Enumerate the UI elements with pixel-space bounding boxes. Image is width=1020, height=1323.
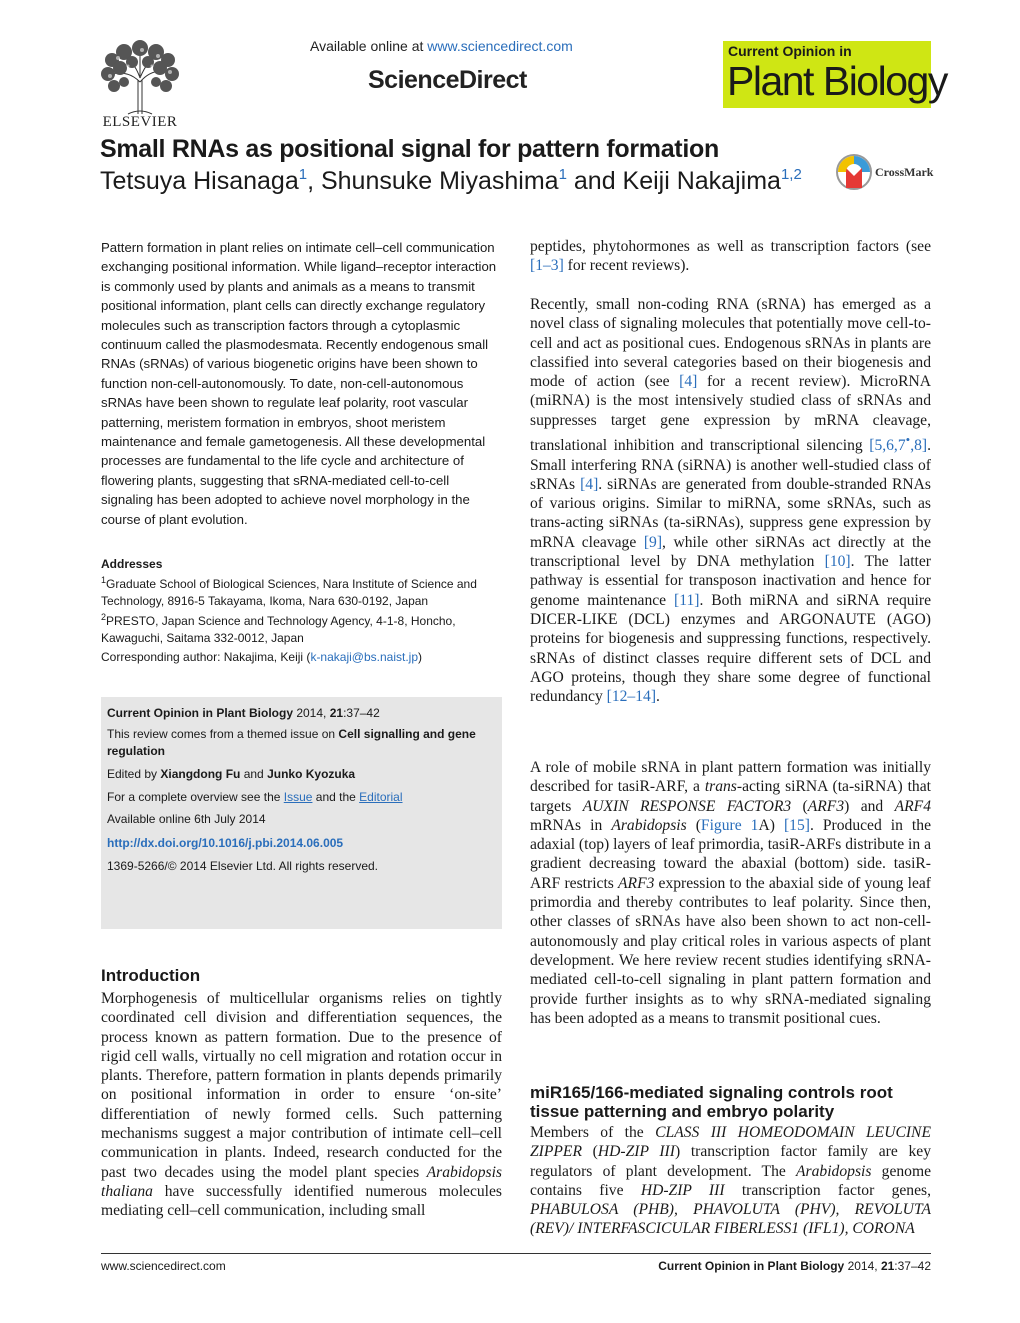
gene-names: PHABULOSA (PHB), PHAVOLUTA (PHV), REVOLUTA (REV)/ INTERFASCICULAR FIBERLESS1 (IFL1), CORONA (530, 1201, 931, 1238)
gene-family-name: HD-ZIP III (597, 1143, 675, 1161)
corresp-suffix: ) (418, 650, 422, 664)
available-online-date: Available online 6th July 2014 (107, 812, 266, 826)
address-line: Technology, 8916-5 Takayama, Ikoma, Nara 630-0192, Japan (101, 593, 429, 608)
gene-name: AUXIN RESPONSE FACTOR3 (582, 797, 792, 815)
sciencedirect-brand[interactable]: ScienceDirect (368, 66, 527, 94)
address-line: Kawaguchi, Saitama 332-0012, Japan (101, 630, 304, 645)
journal-banner-top: Current Opinion in (728, 43, 852, 59)
editor-name: Junko Kyozuka (267, 767, 356, 781)
elsevier-wordmark: ELSEVIER (102, 114, 178, 130)
text-run: . (656, 688, 660, 706)
author-name: and Keiji Nakajima (566, 167, 781, 195)
text-run: Members of the (530, 1124, 656, 1141)
gene-name: ARF3 (807, 797, 845, 815)
text-run: -acting siRNA (ta-siRNA) that targets (530, 778, 931, 815)
crossmark-label: CrossMark (875, 165, 934, 179)
citation-highlight-mark: • (905, 432, 911, 448)
available-prefix: Available online at (310, 38, 428, 54)
info-volume: 21 (329, 706, 344, 720)
citation-link[interactable]: [15] (783, 816, 810, 834)
text-run: . Small interfering RNA (siRNA) is another well-studied class of sRNAs (530, 437, 931, 493)
text-run: peptides, phytohormones as well as transcription factors (see (530, 238, 931, 255)
author-name: Tetsuya Hisanaga (100, 167, 299, 195)
text-run: A role of mobile sRNA in plant pattern formation was initially described for tasiR-ARF, a (530, 759, 931, 796)
text-run: transcription factor genes, (724, 1181, 931, 1199)
elsevier-tree-icon (98, 40, 182, 116)
text-run: ) transcription factor family are key regulators of plant development. The (530, 1143, 931, 1180)
overview-line (107, 789, 497, 806)
footer-pages: :37–42 (894, 1259, 931, 1273)
corresp-prefix: Corresponding author: Nakajima, Keiji ( (101, 650, 311, 664)
affiliation-ref[interactable]: 1 (298, 166, 308, 183)
available-online-line (310, 38, 573, 54)
doi-link[interactable] (107, 835, 497, 852)
text-run: . siRNAs are generated from double-stranded RNAs of various origins. Similar to miRNA, some sRNAs, such as trans-acting siRNAs (ta-siRNAs), suppress gene expression by mRNA cleavage (530, 475, 931, 551)
affiliation-ref[interactable]: 1,2 (780, 166, 802, 183)
corresponding-author (101, 650, 422, 664)
paragraph (530, 237, 931, 276)
text-run: . The latter pathway is essential for transposon inactivation and hence for genome maintenance (530, 553, 931, 609)
overview-mid: and the (312, 790, 360, 804)
text-run: ( (791, 797, 808, 815)
crossmark-badge[interactable] (836, 152, 932, 192)
text-run: have successfully identified numerous molecules mediating cell–cell communication, including small (101, 1182, 502, 1220)
crossmark-icon (836, 152, 872, 192)
journal-banner[interactable] (723, 41, 947, 108)
affiliation-ref[interactable]: 1 (558, 166, 567, 183)
article-info-box (101, 697, 502, 929)
introduction-body (101, 989, 502, 1221)
editor-and: and (240, 767, 268, 781)
text-run: A) (758, 816, 784, 834)
footer-citation (658, 1259, 931, 1273)
citation-link[interactable]: [4] (580, 475, 599, 493)
info-year: 2014, (293, 706, 330, 720)
address-line: Graduate School of Biological Sciences, Nara Institute of Science and (106, 577, 477, 592)
text-run: genome contains five (530, 1162, 932, 1199)
paragraph (530, 295, 931, 706)
citation-line (107, 705, 497, 722)
sciencedirect-url-link[interactable]: www.sciencedirect.com (427, 38, 573, 54)
species-name: Arabidopsis (796, 1162, 872, 1180)
paragraph (530, 1123, 931, 1239)
gene-family-name: HD-ZIP III (640, 1181, 725, 1199)
footer-url[interactable]: www.sciencedirect.com (101, 1259, 226, 1273)
gene-family-name: CLASS III HOMEODOMAIN LEUCINE ZIPPER (530, 1124, 931, 1161)
citation-link[interactable]: [12–14] (606, 688, 657, 706)
overview-prefix: For a complete overview see the (107, 790, 284, 804)
footer-divider (101, 1253, 931, 1254)
paragraph-continued (530, 237, 931, 276)
addresses (101, 556, 506, 646)
info-journal: Current Opinion in Plant Biology (107, 706, 293, 720)
species-name: Arabidopsis (611, 816, 687, 834)
paragraph-srna-classes (530, 295, 931, 706)
themed-issue-line (107, 726, 497, 759)
text-run: mRNAs in (530, 816, 612, 834)
text-run: , while other siRNAs act directly at the transcriptional level by DNA methylation (530, 533, 931, 571)
article-title: Small RNAs as positional signal for pattern formation (100, 135, 719, 163)
text-run: . Produced in the adaxial (top) layers of leaf primordia, tasiR-ARFs distribute in a gradient decreasing toward the abaxial (bottom) side. tasiR-ARF restricts (530, 816, 932, 892)
section-heading-mir165-166: miR165/166-mediated signaling controls root tissue patterning and embryo polarity (530, 1083, 893, 1121)
paragraph-tasiR-ARF (530, 758, 931, 1028)
citation-link[interactable]: [4] (679, 373, 698, 391)
paragraph (530, 758, 931, 1028)
abstract-text: Pattern formation in plant relies on intimate cell–cell communication exchanging positional information. While ligand–receptor interaction is commonly used by plants and animals as a means to transmit positional information, plant cells can directly exchange regulatory molecules such as transcription factors through a cytoplasmic continuum called the plasmodesmata. Recently endogenous small RNAs (sRNAs) of various biogenetic origins have been shown to function non-cell-autonomously. To date, non-cell-autonomous sRNAs have been shown to regulate leaf polarity, root vascular patterning, meristem formation in embryos, shoot meristem maintenance and female gametogenesis. All these developmental processes are fundamental to the life cycle and architecture of flowering plants, suggesting that sRNA-mediated cell-to-cell signaling has been adopted to achieve novel morphology in the course of plant evolution. (101, 240, 497, 527)
affiliation-number: 2 (101, 612, 107, 623)
copyright-line: 1369-5266/© 2014 Elsevier Ltd. All rights reserved. (107, 859, 378, 873)
section-heading-introduction: Introduction (101, 966, 201, 985)
info-pages: :37–42 (343, 706, 380, 720)
footer-journal: Current Opinion in Plant Biology (658, 1259, 845, 1273)
figure-link[interactable]: Figure 1 (700, 816, 759, 834)
edited-by-line (107, 766, 497, 783)
issue-link[interactable]: Issue (283, 790, 313, 804)
footer-year: 2014, (844, 1259, 881, 1273)
theme-name: Cell signalling and gene regulation (107, 727, 476, 758)
text-run: ) and (844, 797, 895, 815)
citation-link[interactable]: ,8] (910, 437, 928, 455)
text-run: Morphogenesis of multicellular organisms relies on tightly coordinated cell division and differentiation sequences, the process known as pattern formation. Due to the presence of rigid cell walls, virtually no cell migration and rotation occur in plants. Therefore, pattern formation in plants depends primarily on positional information in order to ensure ‘on-site’ differentiation of newly formed cells. Such patterning mechanisms suggest a major contribution of intimate cell–cell communication in plants. Indeed, research conducted for the past two decades using the model plant species (101, 990, 502, 1181)
text-run: Recently, small non-coding RNA (sRNA) has emerged as a novel class of signaling molecules that potentially move cell-to-cell and act as positional cues. Endogenous sRNAs in plants are classified into several categories based on their biogenesis and mode of action (see (530, 296, 931, 391)
text-run: for recent reviews). (563, 257, 690, 275)
gene-name: ARF3 (618, 874, 655, 892)
text-run: expression to the abaxial side of young leaf primordia and thereby contributes to leaf polarity. Since then, other classes of sRNAs have also been shown to act non-cell-autonomously and play critical roles in various aspects of plant development. We here review recent studies identifying sRNA-mediated cell-to-cell signaling in plant pattern formation and provide further insights as to why sRNA-mediated signaling has been adopted as a means to transmit positional cues. (530, 874, 931, 1027)
edited-prefix: Edited by (107, 767, 161, 781)
citation-link[interactable]: [11] (674, 591, 700, 609)
italic-term: trans (704, 778, 737, 796)
footer-volume: 21 (880, 1259, 895, 1273)
citation-link[interactable]: [10] (824, 553, 851, 571)
doi-url[interactable]: http://dx.doi.org/10.1016/j.pbi.2014.06.005 (107, 836, 344, 850)
citation-link[interactable]: [5,6,7 (869, 437, 906, 455)
text-run: ( (686, 816, 701, 834)
gene-name: ARF4 (894, 797, 931, 815)
elsevier-logo[interactable] (98, 40, 182, 132)
citation-link[interactable]: [9] (643, 533, 663, 551)
addresses-heading: Addresses (101, 557, 163, 571)
journal-banner-name: Plant Biology (727, 58, 947, 104)
corresp-email-link[interactable]: k-nakaji@bs.naist.jp (310, 650, 418, 664)
address-line: PRESTO, Japan Science and Technology Agency, 4-1-8, Honcho, (106, 614, 456, 629)
text-run: for a recent review). MicroRNA (miRNA) is the most intensively studied class of sRNAs and suppresses target gene expression by mRNA cleavage, translational inhibition and transcriptional silencing (530, 373, 932, 455)
author-list (100, 166, 802, 196)
text-run: ( (581, 1143, 598, 1161)
address-1 (101, 572, 506, 592)
text-run: . Both miRNA and siRNA require DICER-LIKE (DCL) enzymes and ARGONAUTE (AGO) proteins for biogenesis and suppressing functions, respectively. sRNAs of distinct classes require different sets of DCL and AGO proteins, though they share some degree of functional redundancy (530, 591, 931, 706)
citation-link[interactable]: [1–3] (530, 257, 564, 275)
species-name: Arabidopsis thaliana (101, 1163, 502, 1200)
author-name: , Shunsuke Miyashima (307, 167, 559, 195)
paragraph (101, 989, 502, 1221)
editor-name: Xiangdong Fu (160, 767, 241, 781)
address-2 (101, 609, 506, 629)
theme-prefix: This review comes from a themed issue on (107, 727, 339, 741)
editorial-link[interactable]: Editorial (359, 790, 403, 804)
affiliation-number: 1 (101, 575, 107, 586)
abstract (101, 238, 501, 529)
paragraph-hd-zip (530, 1123, 931, 1239)
